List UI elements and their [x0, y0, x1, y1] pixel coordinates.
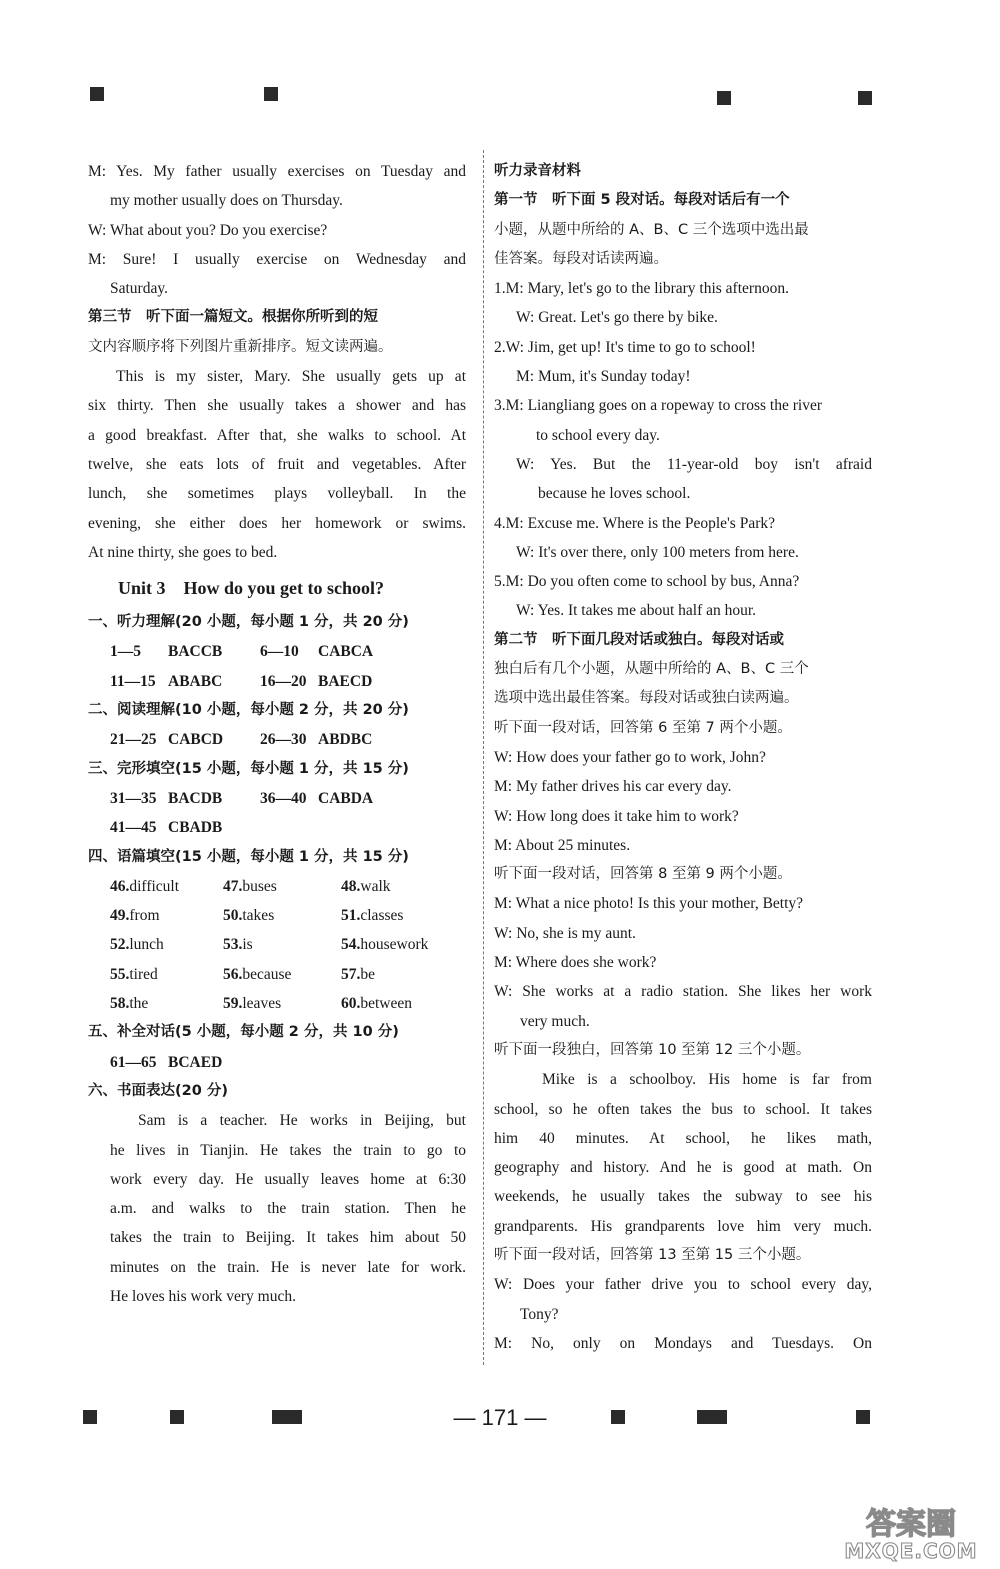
text-line: M: My father drives his car every day.: [494, 778, 732, 796]
registration-mark: [264, 87, 278, 101]
registration-mark: [697, 1410, 727, 1424]
answer-range: 21—25: [110, 731, 157, 749]
answer-key: BCAED: [168, 1053, 223, 1071]
answer-row: [88, 813, 466, 842]
text-line: a good breakfast. After that, she walks to school. At: [88, 426, 466, 444]
text-line: 5.M: Do you often come to school by bus, Anna?: [494, 573, 800, 591]
question-intro: 听下面一段对话，回答第 13 至第 15 三个小题。: [494, 1246, 811, 1263]
dialog-top: [88, 157, 466, 303]
question-intro: 听下面一段对话，回答第 8 至第 9 两个小题。: [494, 866, 792, 883]
text-line: grandparents. His grandparents love him very much.: [494, 1217, 872, 1235]
dialog-3: [494, 391, 872, 508]
text-line: 4.M: Excuse me. Where is the People's Park?: [494, 514, 776, 532]
fill-answer: 56.because: [223, 965, 292, 983]
unit-number: Unit 3: [118, 578, 166, 599]
text-line: W: Yes. It takes me about half an hour.: [516, 602, 757, 620]
answer-range: 26—30: [260, 731, 307, 749]
fill-answer: 55.tired: [110, 965, 158, 983]
text-line: minutes on the train. He is never late for work.: [110, 1258, 466, 1276]
listening-script-header: 听力录音材料: [494, 163, 581, 179]
fill-answer: 46.difficult: [110, 877, 180, 895]
section-header-line: 独白后有几个小题，从题中所给的 A、B、C 三个: [494, 661, 809, 678]
text-line: six thirty. Then she usually takes a shower and has: [88, 397, 466, 415]
text-line: because he loves school.: [538, 485, 691, 503]
answer-row: [88, 667, 466, 696]
text-line: to school every day.: [536, 426, 660, 444]
section-header-line: 第二节 听下面几段对话或独白。每段对话或: [494, 631, 784, 648]
answer-key: CBADB: [168, 819, 223, 837]
watermark-text: 答案圈: [866, 1507, 956, 1542]
answer-row: [88, 637, 466, 666]
essay: [88, 1106, 466, 1311]
fill-answer: 57.be: [341, 965, 376, 983]
text-line: W: It's over there, only 100 meters from here.: [516, 543, 799, 561]
section-header-line: 小题，从题中所给的 A、B、C 三个选项中选出最: [494, 221, 809, 238]
answer-key: BAECD: [318, 672, 373, 690]
answer-row: [88, 1048, 466, 1077]
text-line: takes the train to Beijing. It takes him about 50: [110, 1229, 466, 1247]
text-line: school, so he often takes the bus to school. It takes: [494, 1100, 872, 1118]
registration-mark: [858, 91, 872, 105]
section-header-line: 佳答案。每段对话读两遍。: [494, 250, 668, 267]
unit-name: How do you get to school?: [183, 578, 385, 599]
section2-header: [494, 626, 872, 714]
watermark-logo: [826, 1500, 996, 1564]
text-line: He loves his work very much.: [110, 1287, 296, 1305]
dialog-5: [494, 567, 872, 626]
part6-header: 六、书面表达(20 分): [88, 1082, 228, 1099]
fill-answer: 51.classes: [341, 907, 404, 925]
dialog-2: [494, 333, 872, 392]
answer-key: CABDA: [318, 789, 374, 807]
answer-range: 11—15: [110, 672, 156, 690]
dialog-8-9: [494, 889, 872, 1035]
registration-mark: [83, 1410, 97, 1424]
dialog-4: [494, 509, 872, 568]
column-divider: [483, 150, 484, 1365]
text-line: 3.M: Liangliang goes on a ropeway to cross the river: [494, 397, 822, 415]
fill-answer: 47.buses: [223, 877, 277, 895]
fill-answer: 50.takes: [223, 907, 275, 925]
text-line: 1.M: Mary, let's go to the library this afternoon.: [494, 280, 789, 298]
part5-header: 五、补全对话(5 小题，每小题 2 分，共 10 分): [88, 1024, 399, 1041]
section-header-line: 选项中选出最佳答案。每段对话或独白读两遍。: [494, 690, 799, 707]
registration-mark: [717, 91, 731, 105]
answer-row: [88, 784, 466, 813]
fill-answer: 53.is: [223, 936, 253, 954]
text-line: M: Mum, it's Sunday today!: [516, 368, 691, 386]
answer-range: 31—35: [110, 789, 157, 807]
answer-key: ABABC: [168, 672, 223, 690]
text-line: W: How does your father go to work, John?: [494, 748, 766, 766]
registration-mark: [611, 1410, 625, 1424]
fill-answer: 59.leaves: [223, 995, 282, 1013]
fill-answer: 48.walk: [341, 877, 391, 895]
text-line: Saturday.: [110, 280, 168, 298]
text-line: M: About 25 minutes.: [494, 836, 631, 854]
registration-mark: [170, 1410, 184, 1424]
fill-answer: 49.from: [110, 907, 160, 925]
part2-header: 二、阅读理解(10 小题，每小题 2 分，共 20 分): [88, 702, 409, 719]
passage: [88, 362, 466, 567]
text-line: very much.: [520, 1012, 590, 1030]
part3-header: 三、完形填空(15 小题，每小题 1 分，共 15 分): [88, 760, 409, 777]
fill-in-answers: [88, 872, 466, 1018]
question-intro: 听下面一段独白，回答第 10 至第 12 三个小题。: [494, 1041, 811, 1058]
text-line: W: What about you? Do you exercise?: [88, 221, 328, 239]
fill-answer: 60.between: [341, 995, 413, 1013]
text-line: 2.W: Jim, get up! It's time to go to school!: [494, 338, 756, 356]
answer-range: 16—20: [260, 672, 307, 690]
text-line: geography and history. And he is good at math. On: [494, 1159, 872, 1177]
text-line: M: Where does she work?: [494, 954, 657, 972]
text-line: At nine thirty, she goes to bed.: [88, 543, 278, 561]
text-line: M: Sure! I usually exercise on Wednesday and: [88, 250, 466, 268]
registration-mark: [856, 1410, 870, 1424]
text-line: work every day. He usually leaves home at 6:30: [110, 1170, 466, 1188]
answer-key: CABCD: [168, 731, 224, 749]
text-line: he lives in Tianjin. He takes the train to go to: [110, 1141, 466, 1159]
section-header-line: 第一节 听下面 5 段对话。每段对话后有一个: [494, 192, 790, 209]
fill-answer: 54.housework: [341, 936, 429, 954]
answer-row: [88, 725, 466, 754]
answer-range: 41—45: [110, 819, 157, 837]
text-line: twelve, she eats lots of fruit and vegetables. After: [88, 455, 466, 473]
page-number: — 171 —: [453, 1405, 547, 1430]
answer-range: 61—65: [110, 1053, 157, 1071]
text-line: W: Does your father drive you to school every day,: [494, 1276, 872, 1294]
monologue: [494, 1065, 872, 1241]
fill-answer: 52.lunch: [110, 936, 164, 954]
section1-header: [494, 186, 872, 274]
text-line: a.m. and walks to the train station. Then he: [110, 1200, 466, 1218]
text-line: W: No, she is my aunt.: [494, 924, 636, 942]
answer-range: 1—5: [110, 643, 141, 661]
text-line: M: No, only on Mondays and Tuesdays. On: [494, 1334, 872, 1352]
part1-header: 一、听力理解(20 小题，每小题 1 分，共 20 分): [88, 614, 409, 631]
section3-header: [88, 303, 466, 362]
text-line: W: Yes. But the 11-year-old boy isn't afraid: [516, 455, 872, 473]
answer-range: 6—10: [260, 643, 299, 661]
text-line: W: Great. Let's go there by bike.: [516, 309, 718, 327]
text-line: lunch, she sometimes plays volleyball. In the: [88, 485, 466, 503]
registration-mark: [90, 87, 104, 101]
fill-answer: 58.the: [110, 995, 149, 1013]
text-line: him 40 minutes. At school, he likes math,: [494, 1129, 872, 1147]
text-line: M: Yes. My father usually exercises on Tuesday and: [88, 163, 466, 180]
section-header-line: 第三节 听下面一篇短文。根据你所听到的短: [88, 309, 378, 326]
question-intro: 听下面一段对话，回答第 6 至第 7 两个小题。: [494, 719, 792, 736]
text-line: Tony?: [520, 1305, 559, 1323]
text-line: M: What a nice photo! Is this your mother, Betty?: [494, 895, 804, 913]
answer-key: ABDBC: [318, 731, 373, 749]
text-line: evening, she either does her homework or swims.: [88, 514, 466, 532]
unit-title: [88, 573, 466, 603]
text-line: W: How long does it take him to work?: [494, 807, 739, 825]
registration-mark: [272, 1410, 302, 1424]
section-header-line: 文内容顺序将下列图片重新排序。短文读两遍。: [88, 338, 393, 355]
text-line: Sam is a teacher. He works in Beijing, but: [138, 1112, 466, 1130]
answer-key: BACCB: [168, 643, 223, 661]
text-line: W: She works at a radio station. She likes her work: [494, 983, 872, 1001]
dialog-6-7: [494, 743, 872, 860]
answer-range: 36—40: [260, 789, 307, 807]
dialog-1: [494, 274, 872, 333]
dialog-13-15: [494, 1270, 872, 1358]
text-line: my mother usually does on Thursday.: [110, 192, 343, 210]
answer-key: CABCA: [318, 643, 374, 661]
right-column: [494, 157, 872, 1358]
text-line: weekends, he usually takes the subway to see his: [494, 1188, 872, 1206]
left-column: [88, 157, 466, 1311]
watermark-url: MXQE.COM: [844, 1539, 978, 1563]
text-line: Mike is a schoolboy. His home is far from: [542, 1071, 872, 1089]
text-line: This is my sister, Mary. She usually gets up at: [116, 368, 466, 386]
answer-key: BACDB: [168, 789, 223, 807]
part4-header: 四、语篇填空(15 小题，每小题 1 分，共 15 分): [88, 848, 409, 865]
